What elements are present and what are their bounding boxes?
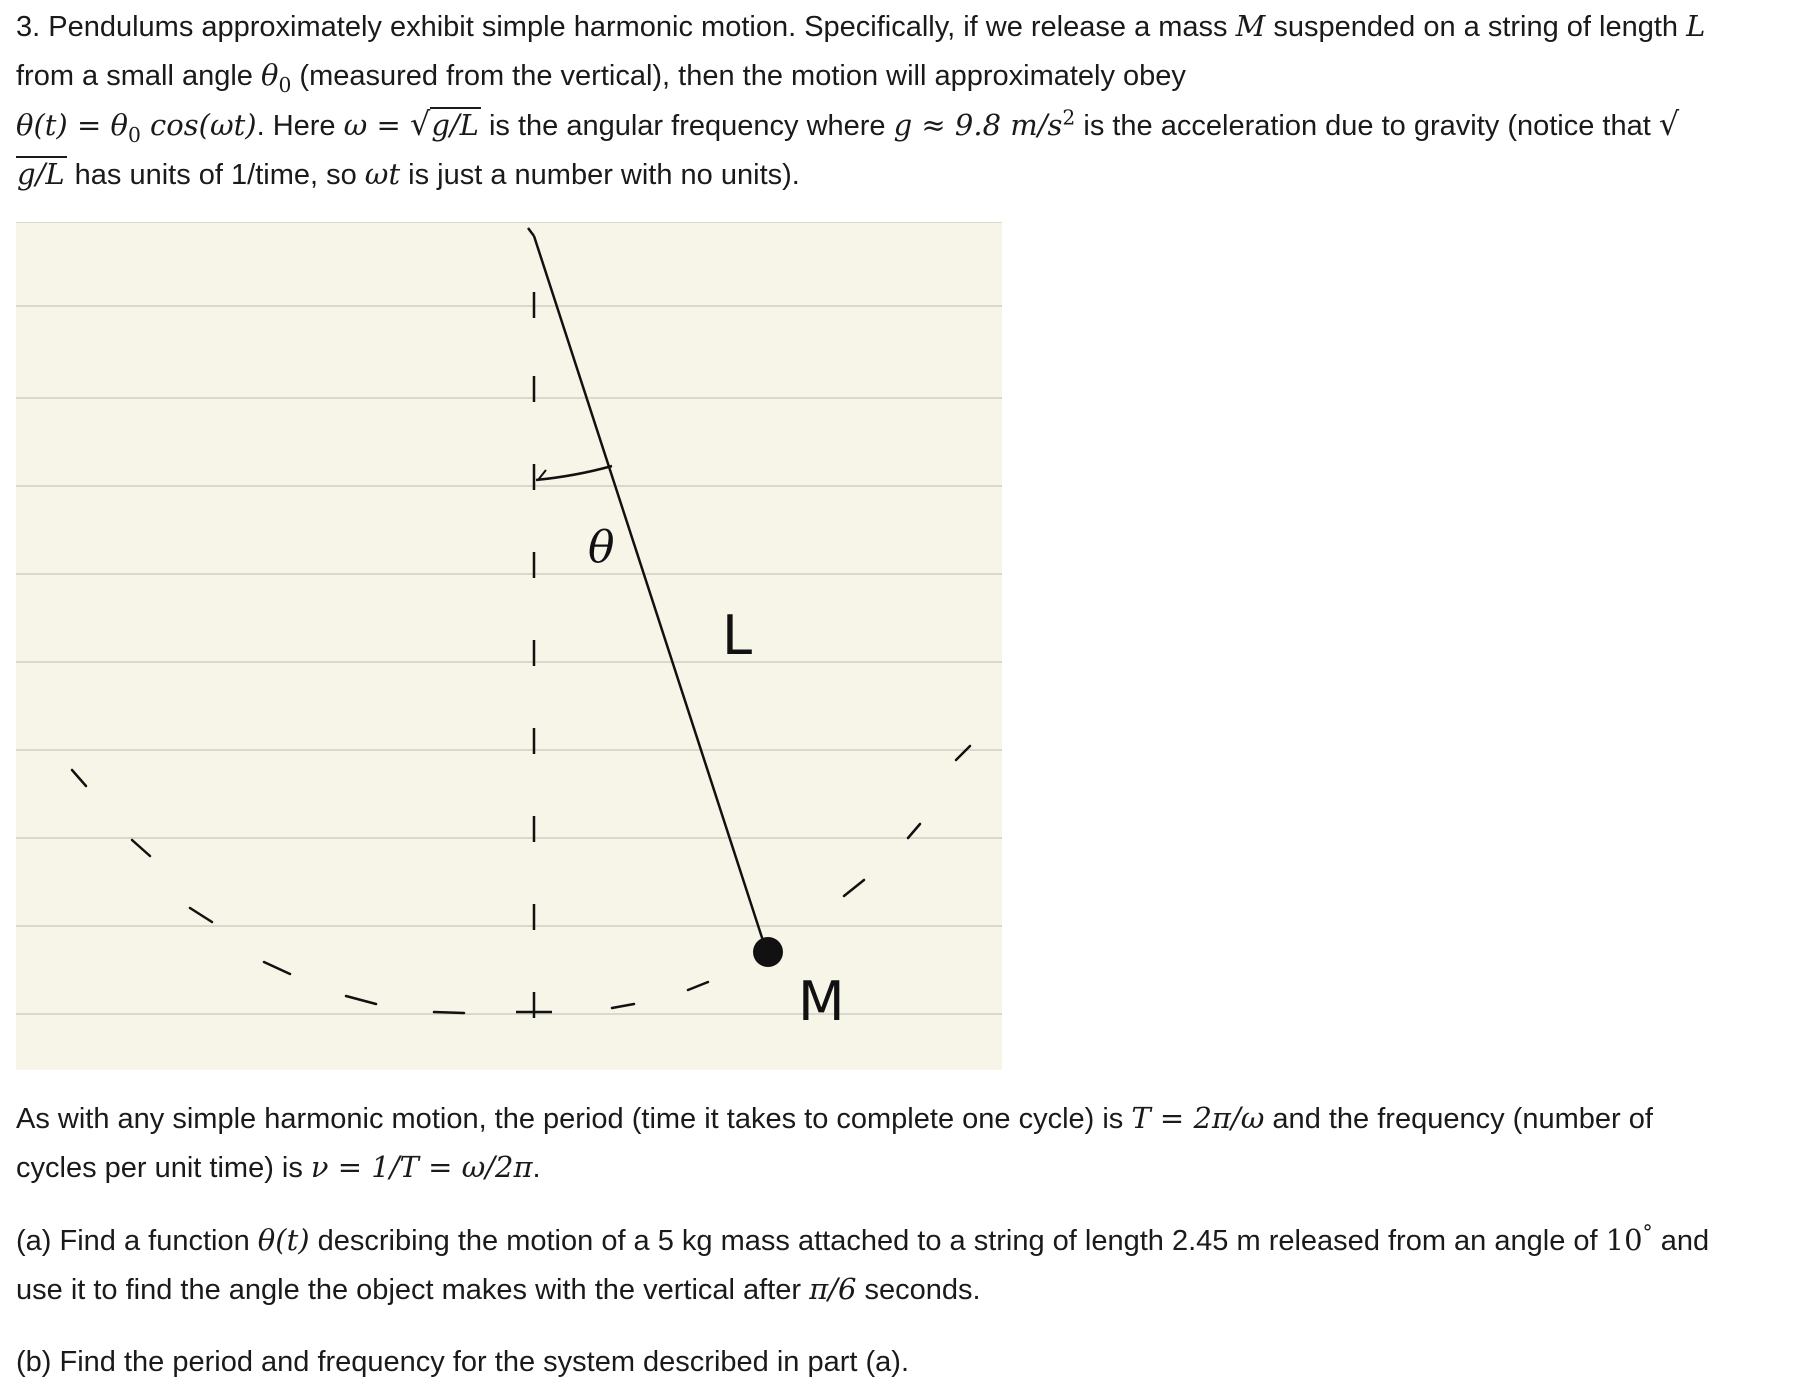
sqrt-icon: √ (410, 105, 431, 143)
label-L: L (722, 604, 753, 667)
intro-text: has units of 1/time, so (66, 159, 365, 191)
subscript-zero: 0 (127, 122, 141, 147)
part-b-question (16, 1338, 909, 1386)
theta-of-t: θ(t) (257, 1223, 310, 1257)
frequency-equation: ν = 1/T = ω/2π (310, 1150, 533, 1184)
sqrt-icon: √ (1658, 105, 1680, 143)
body-text: seconds. (856, 1274, 981, 1306)
label-theta: θ (588, 522, 615, 573)
problem-intro (16, 2, 1716, 199)
omega-t: ωt (364, 157, 401, 191)
omega-equation: ω = (343, 108, 410, 142)
body-text: (b) Find the period and frequency for the system described in part (a). (16, 1346, 909, 1378)
degree-symbol: ° (1642, 1220, 1653, 1245)
intro-text: is the angular frequency where (480, 110, 894, 142)
part-a-question (16, 1216, 1716, 1314)
arc-dash (434, 1012, 464, 1013)
subscript-zero: 0 (278, 72, 292, 97)
equation-part: cos(ωt) (140, 108, 257, 142)
pendulum-figure (16, 222, 1002, 1070)
symbol-mass: M (1235, 9, 1266, 43)
time-value: π/6 (809, 1272, 857, 1306)
pendulum-diagram (16, 222, 1002, 1070)
body-text: and use it to find the angle the object makes with the vertical after (16, 1225, 1710, 1306)
sqrt-g-over-L: g/L (17, 157, 65, 191)
motion-equation (16, 108, 257, 147)
period-frequency-paragraph (16, 1094, 1716, 1192)
intro-text: suspended on a string of length (1265, 11, 1687, 43)
superscript-two: 2 (1062, 105, 1076, 130)
symbol-theta0 (261, 58, 292, 97)
intro-text: is the acceleration due to gravity (notice that (1075, 110, 1659, 142)
body-text: and the frequency (number of cycles per unit time) is (16, 1103, 1653, 1184)
label-M: M (798, 970, 845, 1033)
figure-background (16, 222, 1002, 1070)
angle-value: 10 (1605, 1223, 1643, 1257)
intro-text: is just a number with no units). (400, 159, 800, 191)
intro-text: from a small angle (16, 60, 261, 92)
body-text: . (532, 1152, 541, 1184)
gravity-value (893, 105, 1076, 142)
intro-text: (measured from the vertical), then the motion will approximately obey (291, 60, 1186, 92)
body-text: describing the motion of a 5 kg mass attached to a string of length 2.45 m released from an angle of (309, 1225, 1606, 1257)
intro-text: . Here (256, 110, 344, 142)
period-equation: T = 2π/ω (1131, 1101, 1265, 1135)
body-text: (a) Find a function (16, 1225, 258, 1257)
body-text: As with any simple harmonic motion, the period (time it takes to complete one cycle) is (16, 1103, 1132, 1135)
symbol-length: L (1686, 9, 1706, 43)
intro-text: 3. Pendulums approximately exhibit simple harmonic motion. Specifically, if we release a mass (16, 11, 1236, 43)
theta-symbol: θ (261, 58, 279, 92)
equation-part: θ(t) = θ (16, 108, 128, 142)
sqrt-g-over-L: g/L (431, 108, 479, 142)
gravity-text: g ≈ 9.8 m/s (893, 108, 1063, 142)
pendulum-bob (753, 937, 783, 967)
